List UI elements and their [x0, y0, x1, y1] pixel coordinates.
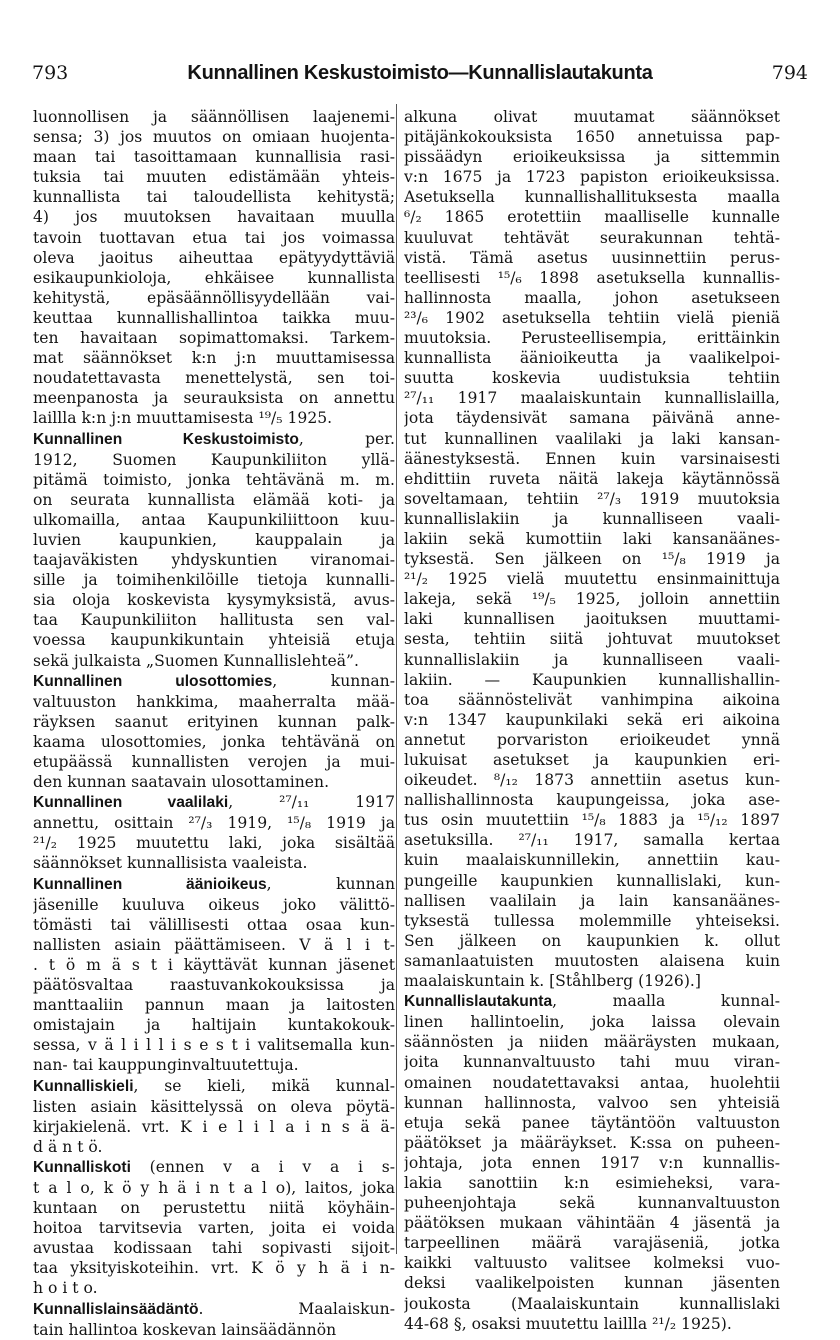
- text-line: tain hallintoa koskevan lainsäädännön: [33, 1320, 337, 1339]
- running-header: [30, 62, 810, 92]
- text-line: luonnollisen ja säännöllisen laajenemi-: [33, 108, 395, 126]
- text-line: tömästi tai välillisesti ottaa osaa kun-: [33, 915, 395, 934]
- text-line: etuja sekä panee täytäntöön valtuuston: [404, 1113, 780, 1132]
- text-line: laillla k:n j:n muuttamisesta ¹⁹/₅ 1925.: [33, 409, 333, 428]
- text-line: kirjakielenä. vrt. K i e l i l a i n s ä ä-: [33, 1117, 395, 1136]
- text-line: sekä julkaista „Suomen Kunnallislehteä”.: [33, 651, 359, 670]
- text-line: ten havaitaan sopimattomaksi. Tarkem-: [33, 329, 395, 348]
- page-number-left: 793: [32, 62, 69, 84]
- text-line: jota täydensivät samana päivänä anne-: [404, 409, 780, 428]
- text-line: luvien kaupunkien, kauppalain ja: [33, 530, 395, 549]
- text-line: v:n 1347 kaupunkilaki sekä eri aikoina: [404, 710, 780, 729]
- text-line: räyksen saanut erityinen kunnan palk-: [33, 712, 395, 731]
- text-line: ulkomailla, antaa Kaupunkiliittoon kuu-: [33, 510, 395, 529]
- entry-headword-line: Kunnallinen Keskustoimisto, per.: [33, 429, 395, 448]
- text-line: d ä n t ö.: [33, 1137, 103, 1156]
- text-line: päätöksen mukaan vähintään 4 jäsentä ja: [404, 1214, 780, 1233]
- text-line: sesta, tehtiin siitä johtuvat muutokset: [404, 630, 780, 649]
- entry-headword-line: Kunnalliskieli, se kieli, mikä kunnal-: [33, 1076, 395, 1095]
- text-line: valtuuston hankkima, maaherralta mää-: [33, 692, 395, 711]
- left-text-column: [33, 107, 395, 1340]
- text-line: kunnallista äänioikeutta ja vaalikelpoi-: [404, 349, 780, 368]
- text-line: h o i t o.: [33, 1279, 98, 1298]
- page-number-right: 794: [771, 62, 808, 84]
- text-line: säännösten ja niiden määräysten mukaan,: [404, 1033, 780, 1052]
- text-line: teellisesti ¹⁵/₆ 1898 asetuksella kunnallis-: [404, 268, 780, 287]
- text-line: pungeille kaupunkien kunnallislaki, kun-: [404, 871, 780, 890]
- text-line: taa Kaupunkiliiton hallitusta sen val-: [33, 611, 395, 630]
- text-line: mat säännökset k:n j:n muuttamisessa: [33, 349, 395, 368]
- text-line: laki kunnallisen jaoituksen muuttami-: [404, 610, 780, 629]
- text-line: päätökset ja määräykset. K:ssa on puheen-: [404, 1133, 780, 1152]
- text-line: kunnan hallinnosta, valvoo sen yhteisiä: [404, 1093, 780, 1112]
- text-line: esikaupunkioloja, ehkäisee kunnallista: [33, 268, 395, 287]
- text-line: tavoin tuottavan etua tai jos voimassa: [33, 228, 395, 247]
- text-line: toa säännöstelivät vanhimpina aikoina: [404, 690, 780, 709]
- text-line: den kunnan saatavain ulosottaminen.: [33, 773, 330, 792]
- text-line: nallishallinnosta kaupungeissa, joka ase-: [404, 791, 780, 810]
- text-line: 44-68 §, osaksi muutettu laillla ²¹/₂ 1925).: [404, 1314, 732, 1333]
- text-line: kuin maalaiskunnillekin, annettiin kau-: [404, 851, 780, 870]
- text-line: omainen noudatettavaksi antaa, huolehtii: [404, 1073, 780, 1092]
- text-line: kaikki valtuusto valitsee kolmeksi vuo-: [404, 1254, 780, 1273]
- text-line: vistä. Tämä asetus uusinnettiin perus-: [404, 248, 780, 267]
- text-line: tarpeellinen määrä varajäseniä, jotka: [404, 1234, 780, 1253]
- text-line: kehitystä, epäsäännöllisyydellään vai-: [33, 288, 395, 307]
- text-line: alkuna olivat muutamat säännökset: [404, 108, 780, 126]
- text-line: listen asiain käsittelyssä on oleva pöytä-: [33, 1097, 395, 1116]
- text-line: meenpanosta ja seurauksista on annettu: [33, 389, 395, 408]
- text-line: on seurata kunnallista elämää koti- ja: [33, 490, 395, 509]
- text-line: pitäjänkokouksista 1650 annetuissa pap-: [404, 128, 780, 147]
- text-line: lukuisat asetukset ja kaupunkien eri-: [404, 751, 780, 769]
- text-line: hallinnosta maalla, johon asetukseen: [404, 288, 780, 307]
- text-line: kuuluvat tehtävät seurakunnan tehtä-: [404, 228, 780, 247]
- text-line: maalaiskuntain k. [Ståhlberg (1926).]: [404, 972, 701, 991]
- text-line: tut kunnallinen vaalilaki ja laki kansan-: [404, 429, 780, 448]
- text-line: noudatettavasta menettelystä, sen toi-: [33, 369, 395, 388]
- text-line: kaama ulosottomies, jonka tehtävänä on: [33, 732, 395, 751]
- text-line: 4) jos muutoksen havaitaan muulla: [33, 208, 395, 227]
- text-line: lakiin. — Kaupunkien kunnallishallin-: [404, 670, 780, 689]
- text-line: kunnallislakiin ja kunnalliseen vaali-: [404, 650, 780, 669]
- text-line: linen hallintoelin, joka laissa olevain: [404, 1013, 780, 1032]
- entry-headword-line: Kunnallinen äänioikeus, kunnan: [33, 874, 395, 893]
- text-line: keuttaa kunnallishallintoa taikka muu-: [33, 308, 395, 327]
- text-line: manttaaliin pannun maan ja laitosten: [33, 996, 395, 1015]
- text-line: sia oloja koskevista kysymyksistä, avus-: [33, 591, 395, 610]
- text-line: ²¹/₂ 1925 vielä muutettu ensinmainittuja: [404, 570, 780, 589]
- text-line: oikeudet. ⁸/₁₂ 1873 annettiin asetus kun-: [404, 771, 780, 790]
- text-line: nan- tai kauppunginvaltuutettuja.: [33, 1056, 299, 1075]
- running-title: Kunnallinen Keskustoimisto—Kunnallislautakunta: [187, 62, 653, 84]
- column-divider: [396, 104, 397, 1254]
- text-line: nallisen vaalilain ja lain kansanäänes-: [404, 891, 780, 910]
- right-text-column: [404, 107, 780, 1334]
- text-line: sille ja toimihenkilöille tietoja kunnalli-: [33, 571, 395, 590]
- entry-headword-line: Kunnallinen vaalilaki, ²⁷/₁₁ 1917: [33, 793, 395, 812]
- text-line: nallisten asiain päättämiseen. V ä l i t-: [33, 935, 395, 954]
- text-line: ⁶/₂ 1865 erotettiin maalliselle kunnalle: [404, 208, 780, 227]
- text-line: ehdittiin ruveta näitä lakeja käytännössä: [404, 469, 780, 488]
- text-line: soveltamaan, tehtiin ²⁷/₃ 1919 muutoksia: [404, 489, 780, 508]
- text-line: Sen jälkeen on kaupunkien k. ollut: [404, 931, 780, 950]
- text-line: lakiin sekä kumottiin laki kansanäänes-: [404, 529, 780, 548]
- text-line: lakia sanottiin k:n esimieheksi, vara-: [404, 1173, 780, 1192]
- text-line: ²⁷/₁₁ 1917 maalaiskuntain kunnallislailla,: [404, 389, 780, 408]
- text-line: äänestyksestä. Ennen kuin varsinaisesti: [404, 449, 780, 468]
- text-line: tus osin muutettiin ¹⁵/₈ 1883 ja ¹⁵/₁₂ 1897: [404, 811, 780, 830]
- text-line: taa yksityiskoteihin. vrt. K ö y h ä i n-: [33, 1259, 395, 1278]
- text-line: päätösvaltaa raastuvankokouksissa ja: [33, 976, 395, 995]
- text-line: tuksia tai muuten edistämään yhteis-: [33, 168, 395, 187]
- entry-headword-line: Kunnallislainsäädäntö. Maalaiskun-: [33, 1299, 395, 1318]
- text-line: puheenjohtaja sekä kunnanvaltuuston: [404, 1194, 780, 1213]
- text-line: t a l o, k ö y h ä i n t a l o), laitos, joka: [33, 1178, 395, 1197]
- text-line: kuntaan on perustettu niitä köyhäin-: [33, 1199, 395, 1218]
- text-line: pitämä toimisto, jonka tehtävänä m. m.: [33, 470, 395, 489]
- text-line: deksi vaalikelpoisten kunnan jäsenten: [404, 1274, 780, 1293]
- text-line: Asetuksella kunnallishallituksesta maalla: [404, 188, 780, 207]
- text-line: samanlaatuisten muutosten alaisena kuin: [404, 951, 780, 970]
- text-line: kunnallislakiin ja kunnalliseen vaali-: [404, 509, 780, 528]
- text-line: tyksestä. Sen jälkeen on ¹⁵/₈ 1919 ja: [404, 550, 780, 569]
- text-line: sensa; 3) jos muutos on omiaan huojenta-: [33, 128, 395, 147]
- text-line: jäsenille kuuluva oikeus joko välittö-: [33, 895, 395, 914]
- text-line: joukosta (Maalaiskuntain kunnallislaki: [404, 1294, 780, 1313]
- text-line: joita kunnanvaltuusto tahi muu viran-: [404, 1053, 780, 1072]
- text-line: omistajain ja haltijain kuntakokouk-: [33, 1016, 395, 1035]
- text-line: 1912, Suomen Kaupunkiliiton yllä-: [33, 450, 395, 469]
- text-line: oleva jaoitus aiheuttaa epätyydyttäviä: [33, 248, 395, 267]
- text-line: pissäädyn erioikeuksissa ja sittemmin: [404, 148, 780, 167]
- text-line: avustaa kodissaan tahi sopivasti sijoit-: [33, 1239, 395, 1258]
- text-line: ²¹/₂ 1925 muutettu laki, joka sisältää: [33, 834, 395, 853]
- text-line: annetut porvariston erioikeudet ynnä: [404, 730, 780, 749]
- text-line: tyksestä tullessa molemmille yhteiseksi.: [404, 911, 780, 930]
- text-line: asetuksilla. ²⁷/₁₁ 1917, samalla kertaa: [404, 831, 780, 850]
- text-line: sessa, v ä l i l l i s e s t i valitsemalla kun-: [33, 1036, 395, 1055]
- text-line: v:n 1675 ja 1723 papiston erioikeuksissa.: [404, 168, 780, 187]
- text-line: taajaväkisten yhdyskuntien viranomai-: [33, 551, 395, 570]
- text-line: etupäässä kunnallisten verojen ja mui-: [33, 753, 395, 771]
- text-line: annettu, osittain ²⁷/₃ 1919, ¹⁵/₈ 1919 ja: [33, 814, 395, 833]
- text-line: voessa kaupunkikuntain yhteisiä etuja: [33, 631, 395, 650]
- text-line: . t ö m ä s t i käyttävät kunnan jäsenet: [33, 955, 395, 974]
- text-line: muutoksia. Perusteellisempia, erittäinkin: [404, 329, 780, 348]
- text-line: ²³/₆ 1902 asetuksella tehtiin vielä pieniä: [404, 308, 780, 327]
- text-line: kunnallista tai taloudellista kehitystä;: [33, 188, 395, 207]
- text-line: lakeja, sekä ¹⁹/₅ 1925, jolloin annettiin: [404, 590, 780, 609]
- text-line: maan tai tasoittamaan kunnallisia rasi-: [33, 148, 395, 167]
- entry-headword-line: Kunnalliskoti (ennen v a i v a i s-: [33, 1157, 395, 1176]
- text-line: johtaja, jota ennen 1917 v:n kunnallis-: [404, 1153, 780, 1172]
- text-line: suutta koskevia uudistuksia tehtiin: [404, 369, 780, 388]
- entry-headword-line: Kunnallinen ulosottomies, kunnan-: [33, 671, 395, 690]
- text-line: säännökset kunnallisista vaaleista.: [33, 854, 308, 873]
- entry-headword-line: Kunnallislautakunta, maalla kunnal-: [404, 992, 780, 1011]
- text-line: hoitoa tarvitsevia varten, joita ei voida: [33, 1219, 395, 1238]
